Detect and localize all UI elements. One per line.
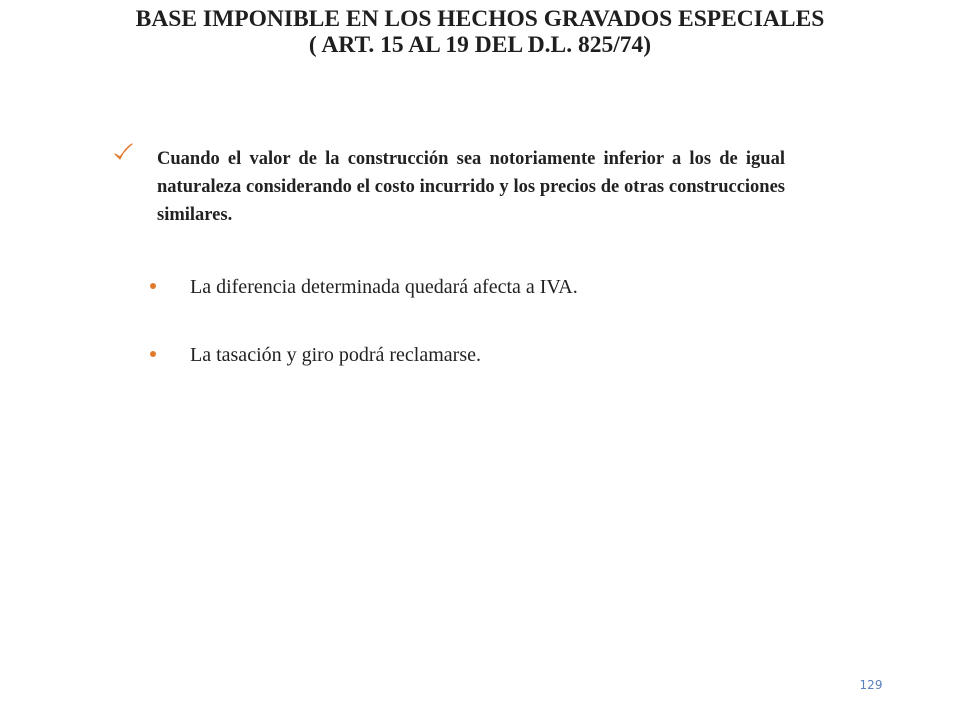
bullet-text: La diferencia determinada quedará afecta a IVA. <box>190 276 578 298</box>
slide-title-line-2: ( ART. 15 AL 19 DEL D.L. 825/74) <box>308 32 652 58</box>
check-item-text: Cuando el valor de la construcción sea notoriamente inferior a los de igual naturaleza considerando el costo incurrido y los precios de otras construcciones similares. <box>157 149 785 225</box>
slide-title <box>60 6 900 58</box>
slide-title-line-1: BASE IMPONIBLE EN LOS HECHOS GRAVADOS ESPECIALES <box>135 6 825 32</box>
bullet-dot-icon <box>150 351 156 357</box>
page-number: 129 <box>859 678 883 692</box>
bullet-dot-icon <box>150 283 156 289</box>
bullet-text: La tasación y giro podrá reclamarse. <box>190 344 481 366</box>
check-mark-icon <box>112 142 134 164</box>
